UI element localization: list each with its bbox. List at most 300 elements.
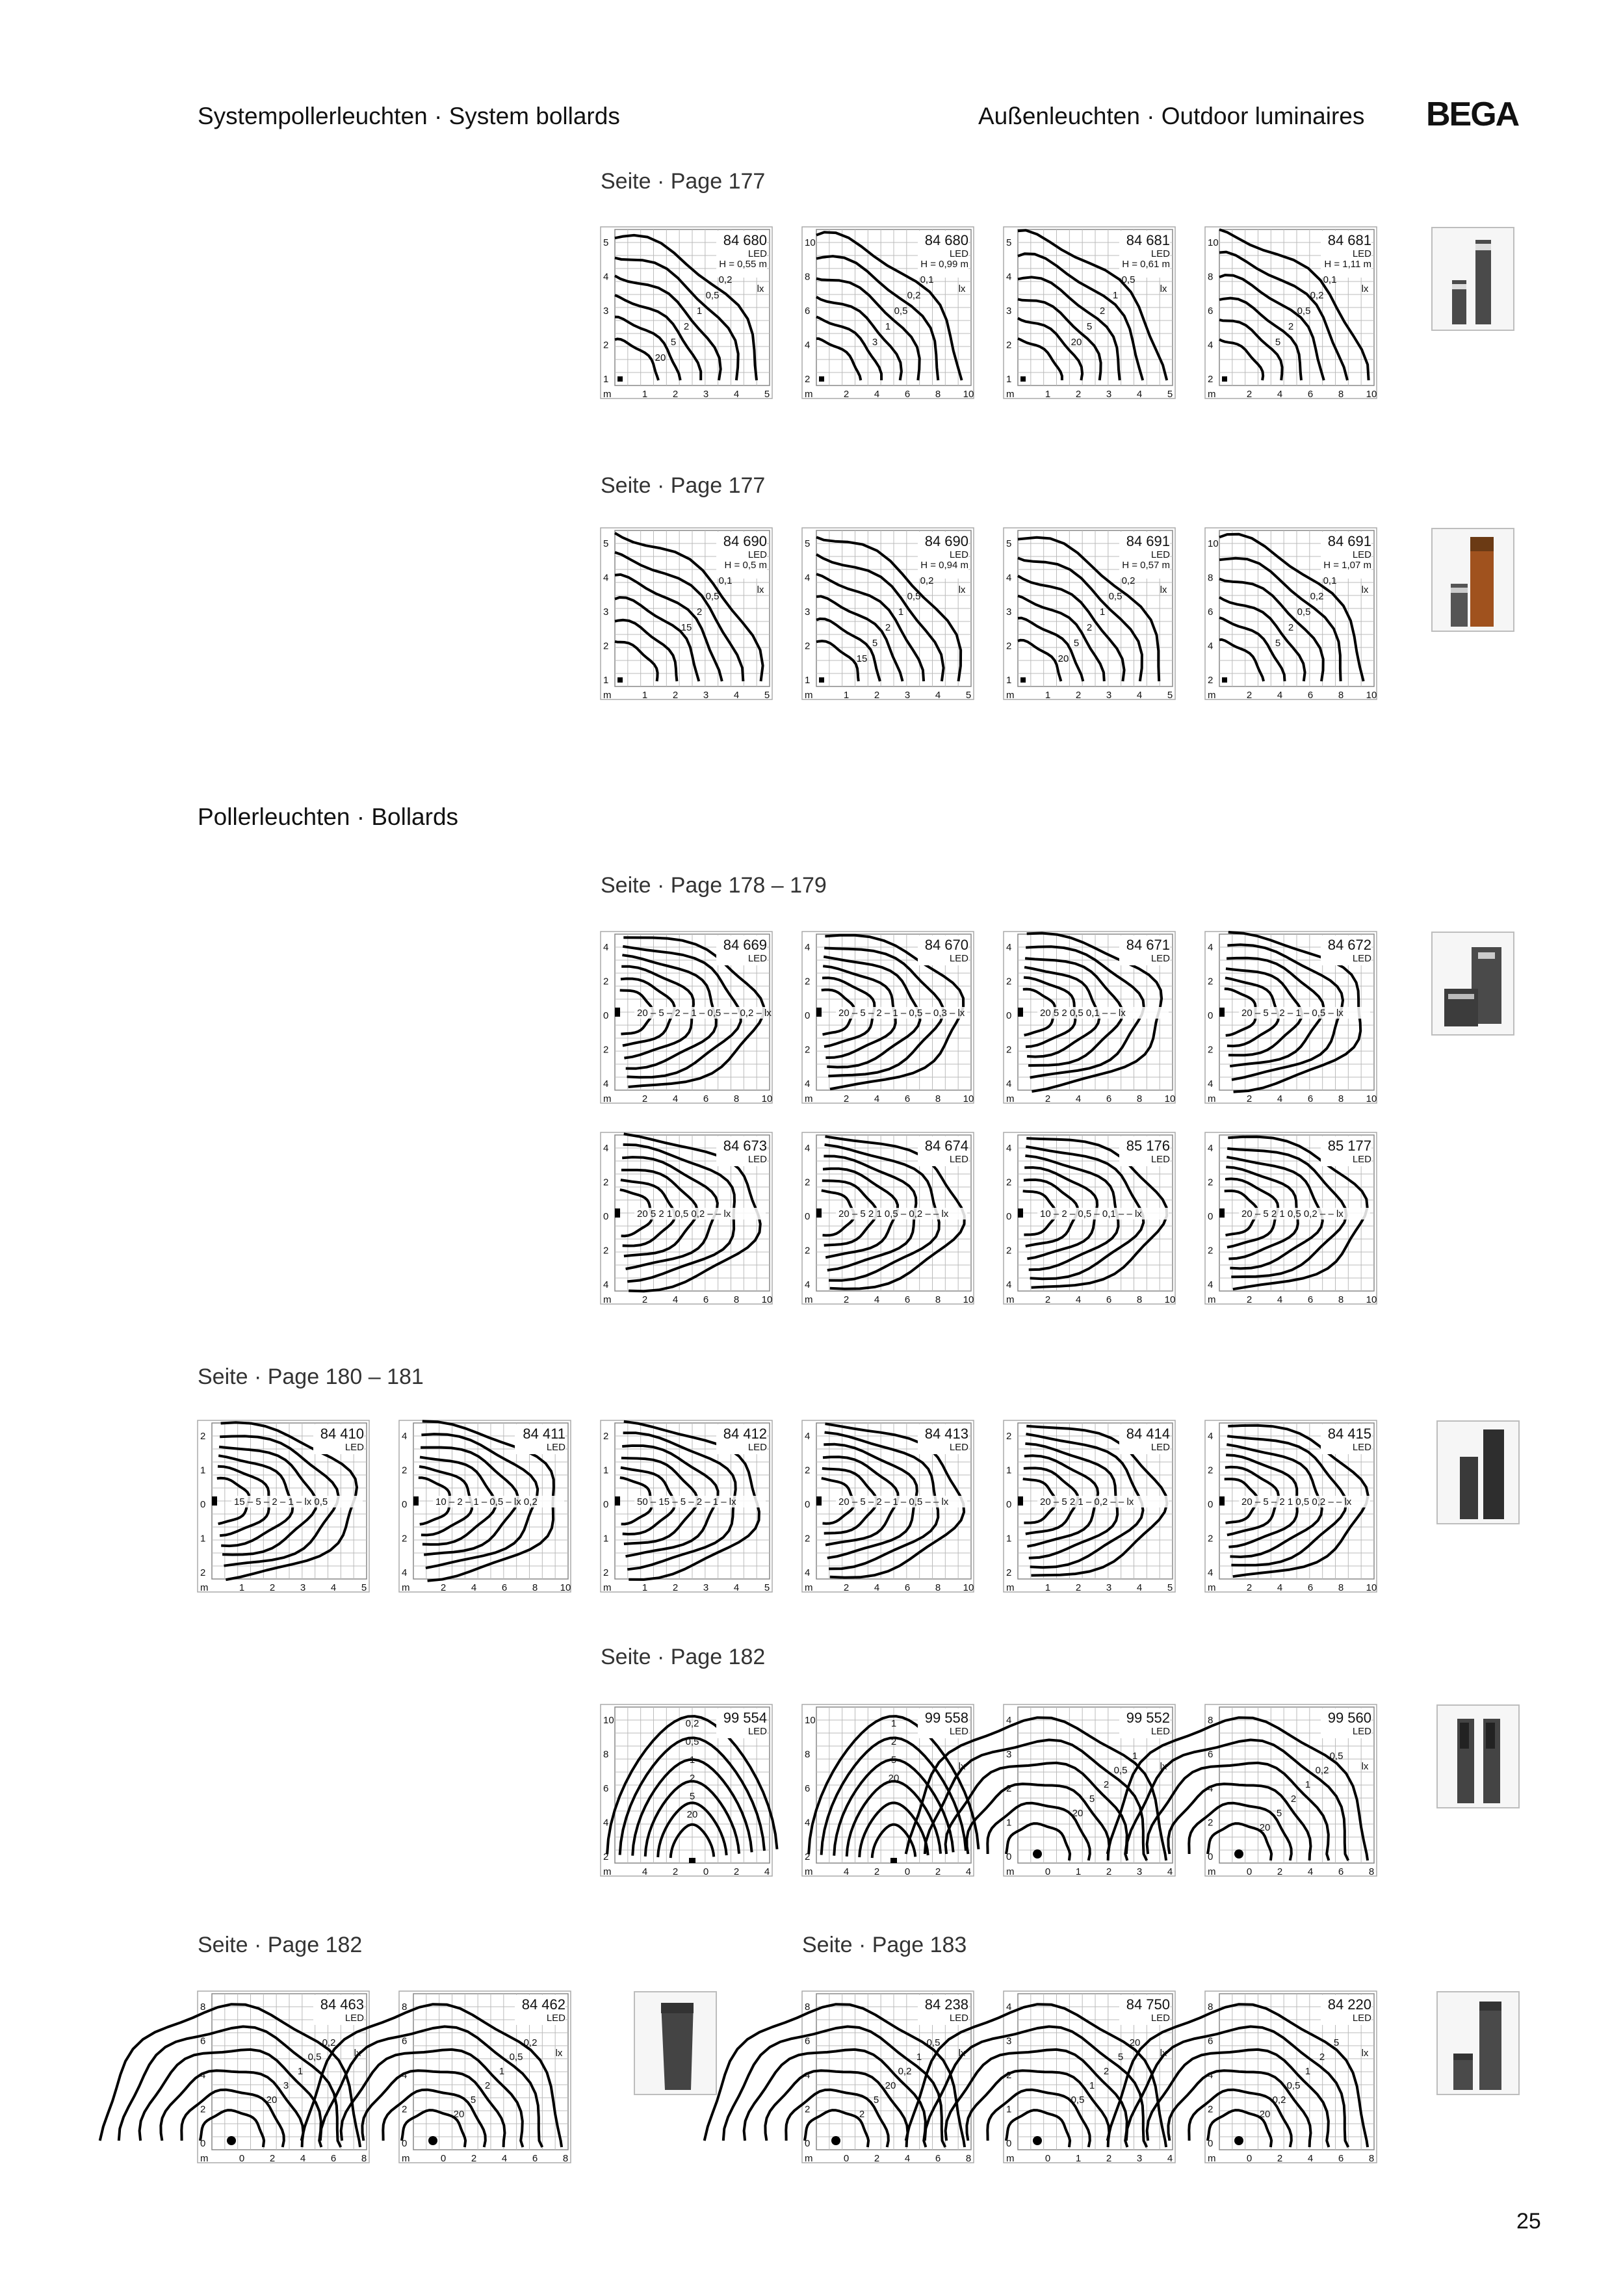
y-tick-label: 8 (805, 1749, 811, 1760)
x-tick-label: 6 (904, 1093, 911, 1104)
isolux-value-label: 5 (1276, 1808, 1282, 1819)
x-tick-label: 10 (1366, 1582, 1377, 1593)
y-tick-label: 2 (1208, 1245, 1214, 1257)
y-tick-label: 4 (402, 2070, 408, 2081)
x-tick-label: 2 (1045, 1093, 1051, 1104)
y-tick-label: 4 (1006, 1715, 1012, 1726)
isolux-value-label: 20 (1129, 2037, 1141, 2048)
diagram-product-number: 85 177 (1327, 1138, 1371, 1154)
isolux-value-label: 0,2 (1272, 2094, 1286, 2106)
x-tick-label: 10 (761, 1294, 773, 1305)
y-tick-label: 4 (805, 1431, 811, 1442)
x-tick-label: 4 (1136, 389, 1143, 400)
x-tick-label: 8 (1136, 1294, 1143, 1305)
y-tick-label: 1 (200, 1465, 206, 1476)
x-tick-label: 1 (642, 690, 648, 701)
y-tick-label: 1 (1006, 374, 1012, 385)
x-tick-label: 4 (1277, 1582, 1283, 1593)
isolux-value-label: 1 (1305, 1779, 1311, 1790)
x-tick-label: 8 (1338, 1294, 1344, 1305)
isolux-value-label: 20 (888, 1773, 900, 1784)
x-tick-label: 6 (904, 1294, 911, 1305)
y-tick-label: 2 (1208, 1817, 1214, 1829)
x-tick-label: 2 (672, 389, 679, 400)
y-tick-label: 2 (603, 1245, 609, 1257)
x-tick-label: 1 (1075, 2153, 1082, 2164)
section-title-bollards: Pollerleuchten · Bollards (198, 803, 459, 830)
x-tick-label: 6 (330, 2153, 337, 2164)
axis-unit-label: m (200, 2153, 209, 2164)
y-tick-label: 4 (603, 942, 609, 953)
y-tick-label: 4 (1006, 1279, 1012, 1290)
isolux-value-label: 1 (1089, 2080, 1095, 2091)
x-tick-label: 6 (703, 1093, 709, 1104)
isolux-value-label: lx (958, 1761, 966, 1772)
isolux-value-label: 0,2 (718, 274, 733, 285)
y-tick-label: 5 (1006, 237, 1012, 248)
isolux-value-label: 1 (1112, 290, 1119, 301)
isolux-value-label: 1 (890, 1718, 897, 1729)
diagram-light-source: LED (1352, 1726, 1371, 1737)
x-tick-label: 4 (1277, 690, 1283, 701)
isolux-value-line: 15 – 5 – 2 – 1 – lx 0,5 (234, 1496, 328, 1507)
axis-unit-label: m (1006, 1582, 1015, 1593)
axis-unit-label: m (1208, 690, 1216, 701)
y-tick-label: 1 (603, 374, 609, 385)
isolux-value-line: 20 – 5 – 2 1 0,5 0,2 – – lx (1241, 1496, 1352, 1507)
y-tick-label: 10 (1208, 237, 1219, 248)
y-tick-label: 8 (1208, 2002, 1214, 2013)
x-tick-label: 6 (703, 1294, 709, 1305)
x-tick-label: 10 (1366, 389, 1377, 400)
y-tick-label: 2 (1208, 1177, 1214, 1188)
y-tick-label: 10 (1208, 538, 1219, 549)
y-tick-label: 4 (805, 339, 811, 351)
x-tick-label: 4 (904, 2153, 911, 2164)
x-tick-label: 2 (1075, 389, 1082, 400)
y-tick-label: 8 (805, 2002, 811, 2013)
y-tick-label: 2 (805, 1465, 811, 1476)
x-tick-label: 8 (733, 1093, 740, 1104)
isolux-value-label: 0,5 (1297, 607, 1311, 618)
axis-unit-label: m (805, 1093, 813, 1104)
y-tick-label: 2 (603, 339, 609, 351)
isolux-value-line: 20 5 2 1 0,5 0,2 – – lx (637, 1208, 731, 1220)
isolux-value-label: 0,5 (685, 1736, 699, 1747)
isolux-diagram (1004, 932, 1175, 1103)
diagram-product-number: 84 410 (320, 1426, 364, 1442)
diagram-product-number: 84 681 (1126, 232, 1170, 248)
y-tick-label: 2 (1208, 1465, 1214, 1476)
isolux-value-line: 20 – 5 2 1 – 0,2 – – lx (1040, 1496, 1134, 1507)
diagram-light-source: LED (949, 248, 968, 259)
y-tick-label: 10 (805, 237, 816, 248)
axis-unit-label: m (805, 1582, 813, 1593)
isolux-value-line: 20 – 5 – 2 – 1 – 0,5 – lx (1241, 1008, 1344, 1019)
axis-unit-label: m (1208, 1294, 1216, 1305)
isolux-value-label: 5 (1117, 2052, 1124, 2063)
isolux-value-line: 20 – 5 2 1 0,5 – 0,2 – – lx (838, 1208, 949, 1220)
x-tick-label: 2 (1246, 1582, 1253, 1593)
isolux-value-label: 1 (1099, 607, 1106, 618)
isolux-diagram (802, 528, 974, 699)
y-tick-label: 8 (1208, 1715, 1214, 1726)
x-tick-label: 4 (1277, 1294, 1283, 1305)
y-tick-label: 2 (805, 1533, 811, 1545)
y-tick-label: 4 (805, 2070, 811, 2081)
page-ref: Seite · Page 183 (802, 1933, 967, 1957)
diagram-light-source: LED (747, 953, 767, 964)
diagram-product-number: 85 176 (1126, 1138, 1170, 1154)
x-tick-label: 10 (560, 1582, 571, 1593)
diagram-light-source: LED (1150, 1154, 1170, 1165)
y-tick-label: 1 (1006, 1817, 1012, 1829)
isolux-value-label: 2 (683, 321, 690, 332)
x-tick-label: 2 (1246, 1294, 1253, 1305)
diagram-light-source: LED (1150, 1726, 1170, 1737)
y-tick-label: 2 (402, 1465, 408, 1476)
isolux-value-label: 1 (898, 607, 904, 618)
y-tick-label: 4 (200, 2070, 206, 2081)
isolux-value-label: 1 (1132, 1751, 1138, 1762)
x-tick-label: 4 (874, 1093, 880, 1104)
x-tick-label: 1 (843, 690, 850, 701)
y-tick-label: 2 (1006, 1245, 1012, 1257)
x-tick-label: 6 (1106, 1093, 1112, 1104)
x-tick-label: 6 (532, 2153, 538, 2164)
x-tick-label: 4 (1277, 389, 1283, 400)
y-tick-label: 0 (805, 1010, 811, 1021)
x-tick-label: 4 (1167, 1866, 1173, 1877)
x-tick-label: 10 (1366, 1093, 1377, 1104)
isolux-value-label: lx (958, 2048, 966, 2059)
x-tick-label: 2 (843, 389, 850, 400)
y-tick-label: 0 (402, 2138, 408, 2149)
axis-unit-label: m (1006, 690, 1015, 701)
y-tick-label: 2 (200, 2104, 206, 2115)
x-tick-label: 2 (1277, 2153, 1283, 2164)
axis-unit-label: m (805, 1866, 813, 1877)
diagram-product-number: 84 680 (723, 232, 767, 248)
diagram-light-source: LED (1150, 248, 1170, 259)
isolux-value-label: 1 (689, 1755, 695, 1766)
y-tick-label: 2 (200, 1431, 206, 1442)
isolux-diagram (1205, 932, 1377, 1103)
isolux-value-label: 20 (655, 352, 666, 363)
y-tick-label: 4 (805, 1279, 811, 1290)
diagram-product-number: 84 238 (924, 1996, 968, 2013)
diagram-light-source: LED (747, 248, 767, 259)
diagram-mounting-height: H = 0,99 m (920, 259, 968, 270)
x-tick-label: 3 (1106, 1582, 1112, 1593)
x-tick-label: 4 (471, 1582, 477, 1593)
isolux-value-label: 2 (1103, 2066, 1110, 2077)
isolux-value-label: lx (958, 283, 966, 294)
x-tick-label: 0 (440, 2153, 447, 2164)
y-tick-label: 2 (603, 1431, 609, 1442)
y-tick-label: 0 (603, 1010, 609, 1021)
diagram-product-number: 84 462 (521, 1996, 565, 2013)
x-tick-label: 4 (1307, 1866, 1314, 1877)
diagram-product-number: 84 750 (1126, 1996, 1170, 2013)
x-tick-label: 2 (269, 1582, 276, 1593)
isolux-value-label: 0,2 (322, 2037, 336, 2048)
diagram-product-number: 84 415 (1327, 1426, 1371, 1442)
axis-unit-label: m (805, 389, 813, 400)
y-tick-label: 4 (603, 1279, 609, 1290)
y-tick-label: 4 (1208, 2070, 1214, 2081)
y-tick-label: 1 (805, 675, 811, 686)
diagram-product-number: 84 414 (1126, 1426, 1170, 1442)
y-tick-label: 2 (1006, 976, 1012, 987)
y-tick-label: 5 (805, 538, 811, 549)
axis-unit-label: m (1208, 2153, 1216, 2164)
diagram-light-source: LED (949, 549, 968, 560)
x-tick-label: 4 (733, 1582, 740, 1593)
y-tick-label: 8 (603, 1749, 609, 1760)
y-tick-label: 4 (603, 572, 609, 584)
x-tick-label: 8 (562, 2153, 569, 2164)
y-tick-label: 2 (1006, 640, 1012, 652)
bega-logo: BEGA (1426, 96, 1519, 133)
x-tick-label: 8 (935, 1294, 941, 1305)
diagram-mounting-height: H = 0,57 m (1122, 560, 1170, 571)
isolux-value-label: lx (1361, 2048, 1369, 2059)
x-tick-label: 6 (501, 1582, 508, 1593)
x-tick-label: 8 (935, 1582, 941, 1593)
x-tick-label: 6 (1106, 1294, 1112, 1305)
y-tick-label: 2 (1208, 374, 1214, 385)
isolux-value-label: 0,5 (1113, 1765, 1128, 1776)
y-tick-label: 4 (1006, 2002, 1012, 2013)
y-tick-label: 4 (1006, 1143, 1012, 1154)
x-tick-label: 4 (642, 1866, 648, 1877)
isolux-diagram (1205, 227, 1377, 398)
y-tick-label: 0 (1208, 1851, 1214, 1862)
page-ref: Seite · Page 180 – 181 (198, 1364, 424, 1389)
isolux-value-label: 0,5 (1071, 2094, 1085, 2106)
x-tick-label: 2 (471, 2153, 477, 2164)
axis-unit-label: m (603, 1582, 612, 1593)
diagram-product-number: 84 673 (723, 1138, 767, 1154)
diagram-light-source: LED (546, 2013, 565, 2024)
x-tick-label: 4 (1167, 2153, 1173, 2164)
y-tick-label: 6 (603, 1783, 609, 1794)
diagram-light-source: LED (949, 1442, 968, 1453)
isolux-value-label: 0,5 (1121, 274, 1136, 285)
diagram-product-number: 84 674 (924, 1138, 968, 1154)
x-tick-label: 3 (703, 1582, 709, 1593)
isolux-value-label: 0,5 (307, 2052, 322, 2063)
isolux-value-label: 0,2 (898, 2066, 912, 2077)
isolux-value-label: 0,5 (907, 591, 921, 602)
x-tick-label: 0 (843, 2153, 850, 2164)
diagram-mounting-height: H = 1,07 m (1323, 560, 1371, 571)
x-tick-label: 6 (1307, 1294, 1314, 1305)
isolux-value-label: 5 (890, 1755, 897, 1766)
isolux-value-label: 0,1 (718, 575, 733, 586)
axis-unit-label: m (1006, 1093, 1015, 1104)
x-tick-label: 8 (1368, 1866, 1375, 1877)
x-tick-label: 2 (1075, 690, 1082, 701)
isolux-value-label: 0,5 (705, 591, 720, 602)
x-tick-label: 4 (300, 2153, 306, 2164)
isolux-value-line: 20 – 5 – 2 – 1 – 0,5 – – lx (838, 1496, 949, 1507)
isolux-value-label: 15 (681, 622, 692, 633)
y-tick-label: 2 (805, 374, 811, 385)
y-tick-label: 2 (1208, 1044, 1214, 1056)
y-tick-label: 1 (1006, 1465, 1012, 1476)
isolux-value-label: 5 (1333, 2037, 1340, 2048)
isolux-value-label: 0,1 (1323, 575, 1337, 586)
axis-unit-label: m (603, 389, 612, 400)
x-tick-label: 2 (843, 1294, 850, 1305)
y-tick-label: 2 (1208, 675, 1214, 686)
axis-unit-label: m (603, 690, 612, 701)
header-right-title: Außenleuchten · Outdoor luminaires (978, 103, 1365, 129)
y-tick-label: 3 (1006, 2035, 1012, 2047)
x-tick-label: 10 (1366, 690, 1377, 701)
y-tick-label: 4 (805, 1817, 811, 1829)
y-tick-label: 4 (1208, 1783, 1214, 1794)
x-tick-label: 10 (963, 1582, 974, 1593)
isolux-diagram (802, 227, 974, 398)
isolux-diagram (1205, 528, 1377, 699)
isolux-value-label: lx (1361, 1761, 1369, 1772)
isolux-value-label: lx (1160, 2048, 1167, 2059)
isolux-value-label: 2 (696, 607, 703, 618)
y-tick-label: 2 (1006, 1783, 1012, 1794)
isolux-diagram (1205, 1420, 1377, 1592)
diagram-product-number: 84 671 (1126, 937, 1170, 953)
y-tick-label: 0 (1006, 1851, 1012, 1862)
isolux-value-label: 0,2 (920, 575, 934, 586)
y-tick-label: 4 (1208, 1279, 1214, 1290)
isolux-value-label: 5 (470, 2094, 476, 2106)
diagram-product-number: 84 690 (924, 533, 968, 549)
y-tick-label: 4 (402, 1567, 408, 1578)
isolux-value-label: 1 (1305, 2066, 1311, 2077)
x-tick-label: 2 (1246, 1093, 1253, 1104)
isolux-diagram (1205, 1991, 1377, 2163)
isolux-value-label: 0,2 (1310, 591, 1324, 602)
y-tick-label: 2 (402, 1533, 408, 1545)
y-tick-label: 2 (1006, 2070, 1012, 2081)
y-tick-label: 2 (805, 2104, 811, 2115)
x-tick-label: 2 (672, 690, 679, 701)
diagram-light-source: LED (1352, 1442, 1371, 1453)
x-tick-label: 2 (642, 1093, 648, 1104)
y-tick-label: 6 (1208, 607, 1214, 618)
axis-unit-label: m (805, 1294, 813, 1305)
y-tick-label: 8 (402, 2002, 408, 2013)
diagram-light-source: LED (1150, 549, 1170, 560)
isolux-diagram (802, 1420, 974, 1592)
y-tick-label: 8 (200, 2002, 206, 2013)
x-tick-label: 8 (965, 2153, 972, 2164)
x-tick-label: 1 (1075, 1866, 1082, 1877)
isolux-value-line: 10 – 2 – 0,5 – 0,1 – – lx (1040, 1208, 1142, 1220)
axis-unit-label: m (1006, 2153, 1015, 2164)
isolux-value-label: 2 (1288, 321, 1294, 332)
diagram-light-source: LED (1150, 953, 1170, 964)
diagram-product-number: 84 691 (1327, 533, 1371, 549)
diagram-product-number: 84 463 (320, 1996, 364, 2013)
bollard-icon (1438, 1706, 1518, 1807)
x-tick-label: 1 (1045, 690, 1051, 701)
x-tick-label: 6 (904, 1582, 911, 1593)
product-image-bollard-angled (634, 1991, 717, 2095)
y-tick-label: 6 (1208, 1749, 1214, 1760)
y-tick-label: 2 (402, 2104, 408, 2115)
x-tick-label: 2 (1277, 1866, 1283, 1877)
y-tick-label: 2 (603, 1044, 609, 1056)
x-tick-label: 5 (1167, 389, 1173, 400)
isolux-value-label: 2 (859, 2109, 865, 2120)
isolux-value-line: 20 5 2 0,5 0,1 – – lx (1040, 1008, 1126, 1019)
isolux-value-label: 3 (872, 337, 878, 348)
diagram-product-number: 84 669 (723, 937, 767, 953)
x-tick-label: 2 (642, 1294, 648, 1305)
diagram-light-source: LED (949, 1726, 968, 1737)
y-tick-label: 0 (402, 1499, 408, 1510)
isolux-value-label: 2 (1319, 2052, 1325, 2063)
isolux-value-label: 2 (890, 1736, 897, 1747)
x-tick-label: 10 (1366, 1294, 1377, 1305)
x-tick-label: 4 (1075, 1093, 1082, 1104)
x-tick-label: 1 (1045, 1582, 1051, 1593)
isolux-value-label: lx (958, 584, 966, 595)
isolux-value-label: 5 (689, 1791, 695, 1802)
isolux-value-label: 0,2 (1310, 290, 1324, 301)
isolux-value-label: 2 (1099, 306, 1106, 317)
x-tick-label: 5 (1167, 1582, 1173, 1593)
isolux-diagram (1004, 227, 1175, 398)
page-ref: Seite · Page 177 (601, 169, 766, 194)
isolux-value-label: 20 (266, 2094, 278, 2106)
x-tick-label: 2 (935, 1866, 941, 1877)
y-tick-label: 1 (603, 675, 609, 686)
diagram-light-source: LED (344, 1442, 364, 1453)
y-tick-label: 2 (603, 976, 609, 987)
x-tick-label: 0 (1045, 1866, 1051, 1877)
x-tick-label: 6 (1338, 1866, 1344, 1877)
x-tick-label: 3 (904, 690, 911, 701)
y-tick-label: 4 (1208, 1078, 1214, 1089)
axis-unit-label: m (402, 1582, 410, 1593)
isolux-value-label: 5 (1275, 638, 1281, 649)
isolux-value-label: 1 (916, 2052, 922, 2063)
isolux-value-label: 0,2 (1121, 575, 1136, 586)
y-tick-label: 4 (1208, 1431, 1214, 1442)
axis-unit-label: m (1006, 389, 1015, 400)
bollard-icon (1438, 1992, 1518, 2094)
x-tick-label: 8 (733, 1294, 740, 1305)
isolux-value-label: 5 (1089, 1794, 1095, 1805)
y-tick-label: 10 (805, 1715, 816, 1726)
isolux-value-label: 0,5 (1297, 306, 1311, 317)
axis-unit-label: m (1208, 389, 1216, 400)
x-tick-label: 4 (733, 389, 740, 400)
isolux-value-label: 0,5 (894, 306, 908, 317)
isolux-value-label: 20 (686, 1809, 698, 1820)
header-left-title: Systempollerleuchten · System bollards (198, 103, 620, 129)
isolux-value-label: 2 (484, 2080, 491, 2091)
x-tick-label: 3 (1136, 1866, 1143, 1877)
y-tick-label: 3 (1006, 306, 1012, 317)
y-tick-label: 4 (402, 1431, 408, 1442)
x-tick-label: 3 (1106, 389, 1112, 400)
